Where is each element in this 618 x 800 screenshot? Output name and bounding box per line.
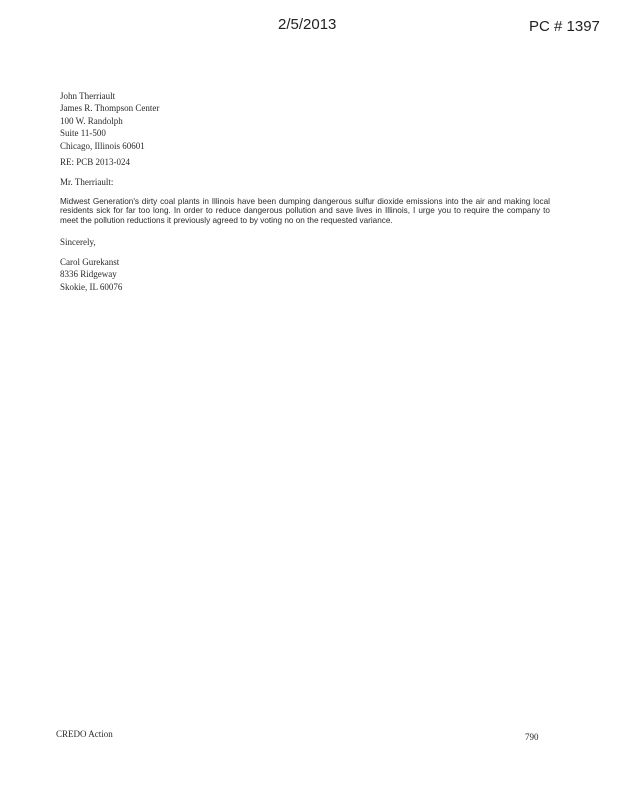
sender-name: Carol Gurekanst xyxy=(60,257,120,268)
document-date: 2/5/2013 xyxy=(278,16,337,33)
recipient-street: 100 W. Randolph xyxy=(60,115,123,126)
closing: Sincerely, xyxy=(60,236,96,247)
letter-body xyxy=(60,90,550,293)
recipient-city: Chicago, Illinois 60601 xyxy=(60,140,145,151)
recipient-address xyxy=(60,90,550,152)
sender-street: 8336 Ridgeway xyxy=(60,269,117,280)
page-number: 790 xyxy=(525,732,539,742)
reference-line: RE: PCB 2013-024 xyxy=(60,157,131,168)
letter-paragraph: Midwest Generation's dirty coal plants in Illinois have been dumping dangerous sulfur dioxide emissions into the air and making local residents sick for far too long. In order to reduce dangerous pollution and save lives in Illinois, I urge you to require the company to meet the pollution reductions it previously agreed to by voting no on the requested variance. xyxy=(60,196,550,226)
footer-organization: CREDO Action xyxy=(56,729,113,739)
sender-block xyxy=(60,256,550,293)
recipient-name: John Therriault xyxy=(60,91,116,101)
salutation: Mr. Therriault: xyxy=(60,177,114,188)
pc-number: PC # 1397 xyxy=(529,18,600,35)
recipient-building: James R. Thompson Center xyxy=(60,103,160,114)
sender-city: Skokie, IL 60076 xyxy=(60,281,123,292)
recipient-suite: Suite 11-500 xyxy=(60,128,106,139)
